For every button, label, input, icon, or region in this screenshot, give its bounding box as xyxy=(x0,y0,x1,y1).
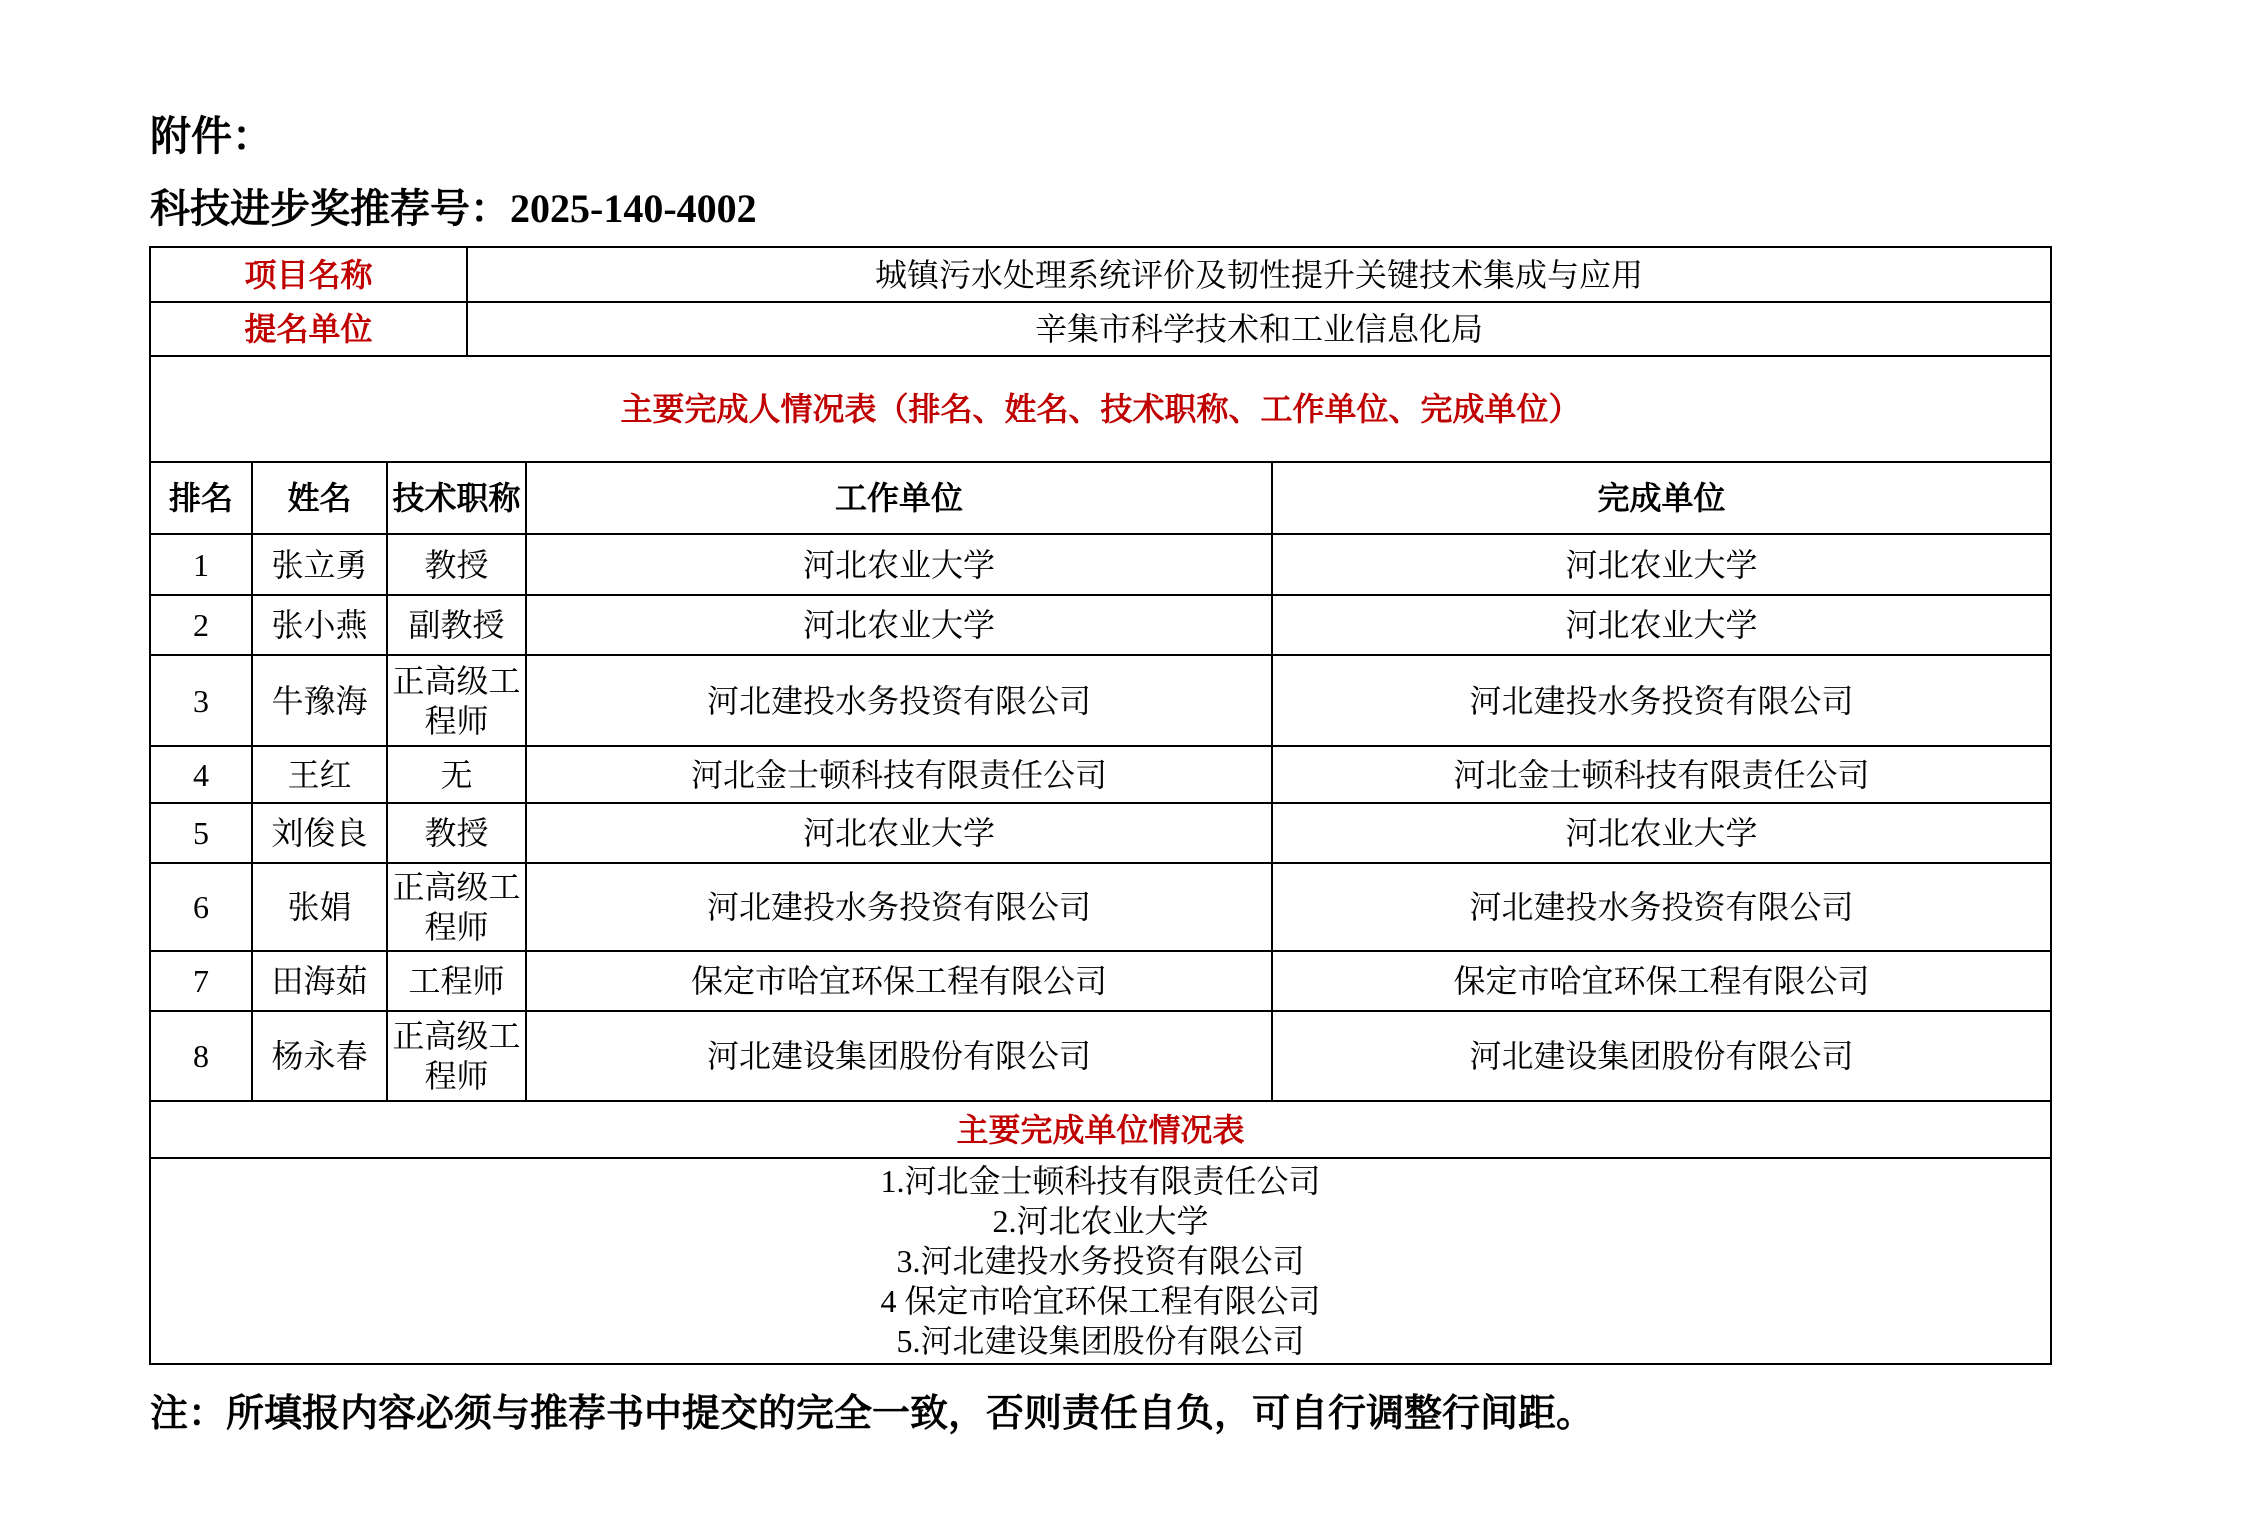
info-row-nominator xyxy=(150,302,2051,356)
cell-rank: 5 xyxy=(150,803,252,863)
cell-completion-unit: 河北建投水务投资有限公司 xyxy=(1272,863,2051,951)
cell-completion-unit: 河北农业大学 xyxy=(1272,595,2051,655)
table-row xyxy=(150,1011,2051,1101)
cell-rank: 8 xyxy=(150,1011,252,1101)
cell-title: 无 xyxy=(387,746,526,803)
list-item: 1.河北金士顿科技有限责任公司 xyxy=(880,1163,1321,1199)
cell-work-unit: 河北建设集团股份有限公司 xyxy=(526,1011,1272,1101)
recommendation-number: 2025-140-4002 xyxy=(510,186,757,231)
cell-rank: 4 xyxy=(150,746,252,803)
project-name-label: 项目名称 xyxy=(150,247,467,302)
nominating-org-value: 辛集市科学技术和工业信息化局 xyxy=(467,302,2051,356)
cell-name: 田海茹 xyxy=(252,951,387,1011)
cell-title: 正高级工程师 xyxy=(387,1011,526,1101)
project-name-value: 城镇污水处理系统评价及韧性提升关键技术集成与应用 xyxy=(467,247,2051,302)
footer-note: 注：所填报内容必须与推荐书中提交的完全一致，否则责任自负，可自行调整行间距。 xyxy=(150,1393,1595,1435)
cell-title: 副教授 xyxy=(387,595,526,655)
col-header-work-unit: 工作单位 xyxy=(526,462,1272,534)
cell-title: 教授 xyxy=(387,534,526,595)
cell-work-unit: 保定市哈宜环保工程有限公司 xyxy=(526,951,1272,1011)
cell-title: 工程师 xyxy=(387,951,526,1011)
col-header-title: 技术职称 xyxy=(387,462,526,534)
cell-work-unit: 河北建投水务投资有限公司 xyxy=(526,863,1272,951)
list-item: 2.河北农业大学 xyxy=(992,1203,1209,1239)
cell-completion-unit: 河北建投水务投资有限公司 xyxy=(1272,655,2051,746)
table-row xyxy=(150,655,2051,746)
cell-rank: 3 xyxy=(150,655,252,746)
units-list-cell xyxy=(150,1158,2051,1364)
completers-title-row xyxy=(150,356,2051,462)
cell-name: 牛豫海 xyxy=(252,655,387,746)
cell-rank: 7 xyxy=(150,951,252,1011)
cell-completion-unit: 河北农业大学 xyxy=(1272,803,2051,863)
cell-work-unit: 河北农业大学 xyxy=(526,534,1272,595)
table-row xyxy=(150,951,2051,1011)
cell-name: 杨永春 xyxy=(252,1011,387,1101)
units-list-row xyxy=(150,1158,2051,1364)
cell-title: 教授 xyxy=(387,803,526,863)
cell-name: 王红 xyxy=(252,746,387,803)
cell-rank: 6 xyxy=(150,863,252,951)
cell-completion-unit: 保定市哈宜环保工程有限公司 xyxy=(1272,951,2051,1011)
cell-completion-unit: 河北建设集团股份有限公司 xyxy=(1272,1011,2051,1101)
cell-name: 张立勇 xyxy=(252,534,387,595)
info-row-project xyxy=(150,247,2051,302)
cell-work-unit: 河北金士顿科技有限责任公司 xyxy=(526,746,1272,803)
cell-work-unit: 河北建投水务投资有限公司 xyxy=(526,655,1272,746)
cell-title: 正高级工程师 xyxy=(387,655,526,746)
table-row xyxy=(150,595,2051,655)
cell-completion-unit: 河北农业大学 xyxy=(1272,534,2051,595)
completers-header-row xyxy=(150,462,2051,534)
cell-rank: 1 xyxy=(150,534,252,595)
table-row xyxy=(150,863,2051,951)
list-item: 3.河北建投水务投资有限公司 xyxy=(896,1243,1305,1279)
table-row xyxy=(150,534,2051,595)
award-info-table xyxy=(149,246,2052,1365)
cell-title: 正高级工程师 xyxy=(387,863,526,951)
units-title-row xyxy=(150,1101,2051,1158)
attachment-label: 附件： xyxy=(150,113,273,159)
table-row xyxy=(150,746,2051,803)
col-header-completion-unit: 完成单位 xyxy=(1272,462,2051,534)
list-item: 4 保定市哈宜环保工程有限公司 xyxy=(880,1283,1321,1319)
cell-name: 刘俊良 xyxy=(252,803,387,863)
col-header-rank: 排名 xyxy=(150,462,252,534)
nominating-org-label: 提名单位 xyxy=(150,302,467,356)
cell-rank: 2 xyxy=(150,595,252,655)
recommendation-label: 科技进步奖推荐号： xyxy=(150,186,510,231)
list-item: 5.河北建设集团股份有限公司 xyxy=(896,1323,1305,1359)
completers-section-title: 主要完成人情况表（排名、姓名、技术职称、工作单位、完成单位） xyxy=(150,356,2051,462)
cell-work-unit: 河北农业大学 xyxy=(526,803,1272,863)
cell-completion-unit: 河北金士顿科技有限责任公司 xyxy=(1272,746,2051,803)
recommendation-number-line xyxy=(150,186,757,231)
cell-name: 张小燕 xyxy=(252,595,387,655)
table-row xyxy=(150,803,2051,863)
cell-work-unit: 河北农业大学 xyxy=(526,595,1272,655)
units-section-title: 主要完成单位情况表 xyxy=(150,1101,2051,1158)
cell-name: 张娟 xyxy=(252,863,387,951)
col-header-name: 姓名 xyxy=(252,462,387,534)
